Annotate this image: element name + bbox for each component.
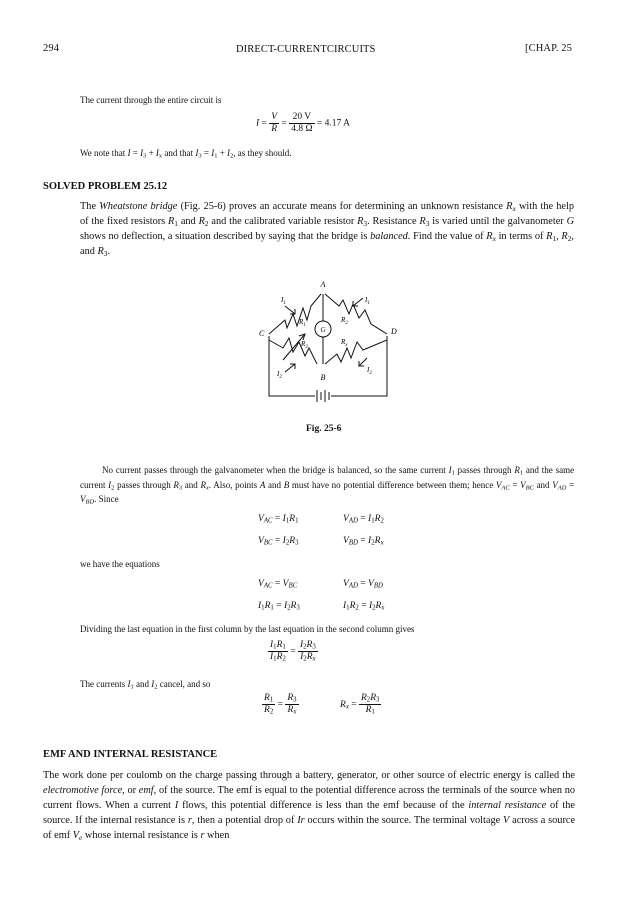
node-b-label: B — [320, 373, 326, 382]
dividing-text: Dividing the last equation in the first column by the last equation in the second column gives — [80, 624, 415, 634]
node-a-label: A — [320, 280, 326, 289]
solution-text: No current passes through the galvanometer when the bridge is balanced, so the same current $I_1$ passes through $R_1$ and the same current $I_2$ passes through $R_3$ and $R_x$. Also, points A and B must have no potential difference between them; hence $V_{AC} = V_{BC}$ and $V_{AD} = V_{BD}$. Since — [80, 465, 575, 506]
i2-right-label: $I_2$ — [367, 366, 372, 376]
eq-vbc: $V_{BC} = I_2R_3$ — [258, 536, 299, 547]
page-number: 294 — [43, 43, 60, 54]
galvanometer-label: G — [320, 326, 326, 334]
i1-right-label: $I_1$ — [365, 296, 370, 306]
r1-label: $R_1$ — [299, 318, 306, 328]
r2-label: $R_2$ — [341, 316, 348, 326]
node-c-label: C — [259, 329, 265, 338]
figure-caption: Fig. 25-6 — [306, 424, 342, 434]
node-d-label: D — [391, 327, 397, 336]
r3-label: $R_3$ — [301, 340, 308, 350]
eq-rx-result: $R_x$ = $\frac{R_2R_3}{R_1}$ — [340, 693, 380, 716]
resistor-rx — [325, 340, 387, 364]
solved-problem-title: SOLVED PROBLEM 25.12 — [43, 181, 168, 192]
eq-resistance: 4.8 Ω — [291, 123, 313, 134]
i1-left-label: $I_1$ — [281, 296, 286, 306]
we-have-text: we have the equations — [80, 559, 160, 569]
eq-vad-vbd: $V_{AD} = V_{BD}$ — [343, 579, 383, 590]
running-title: DIRECT-CURRENTCIRCUITS — [236, 44, 376, 55]
emf-paragraph: The work done per coulomb on the charge passing through a battery, generator, or other source of electric energy is called the electromotive force, or emf, of the source. The emf is equal to the potential difference across the terminals of the source when no current flows. When a current I flows, this potential difference is less than the emf because of the internal resistance of the source. If the internal resistance is r, then a potential drop of Ir occurs within the source. The terminal voltage V across a source of emf $V_e$ whose internal resistance is r when — [43, 770, 576, 842]
eq-ratio-result: $\frac{R_1}{R_2}$ = $\frac{R_3}{R_x}$ — [264, 693, 297, 716]
eq-ratio-currents: $\frac{I_1R_1}{I_1R_2}$ = $\frac{I_2R_3}{I_2R_x}$ — [270, 640, 316, 663]
eq-i1r2: $I_1R_2 = I_2R_x$ — [343, 601, 385, 612]
eq-vad: $V_{AD} = I_1R_2$ — [343, 514, 384, 525]
eq-vac: $V_{AC} = I_1R_1$ — [258, 514, 299, 525]
i2-left-label: $I_2$ — [277, 370, 282, 380]
chapter-label: [CHAP. 25 — [525, 43, 572, 54]
current-equation: I = $\frac{V}{R}$ = $\frac{20 V}{4.8 \Omega}$ = 4.17 A — [256, 112, 350, 134]
note-line: We note that $I = I_3 + I_x$ and that $I_3 = I_1 + I_2$, as they should. — [80, 148, 292, 160]
eq-vbd: $V_{BD} = I_2R_x$ — [343, 536, 384, 547]
intro-text: The current through the entire circuit is — [80, 95, 222, 105]
eq-result: = 4.17 A — [316, 118, 350, 129]
cancel-text: The currents $I_1$ and $I_2$ cancel, and so — [80, 679, 211, 691]
resistor-r2 — [325, 294, 387, 334]
eq-vac-vbc: $V_{AC} = V_{BC}$ — [258, 579, 298, 590]
eq-value: 20 V — [289, 112, 314, 124]
rx-label: $R_x$ — [341, 338, 348, 348]
resistor-r3 — [269, 338, 317, 364]
problem-statement: The Wheatstone bridge (Fig. 25-6) proves an accurate means for determining an unknown resistance $R_x$ with the help of the fixed resistors $R_1$ and $R_2$ and the calibrated variable resistor $R_3$. Resistance $R_3$ is varied until the galvanometer G shows no deflection, a situation described by saying that the bridge is balanced. Find the value of $R_x$ in terms of $R_1$, $R_2$, and $R_3$. — [80, 201, 575, 258]
emf-section-title: EMF AND INTERNAL RESISTANCE — [43, 749, 218, 760]
eq-i1r1: $I_1R_1 = I_2R_3$ — [258, 601, 300, 612]
wheatstone-bridge-diagram — [255, 276, 405, 416]
